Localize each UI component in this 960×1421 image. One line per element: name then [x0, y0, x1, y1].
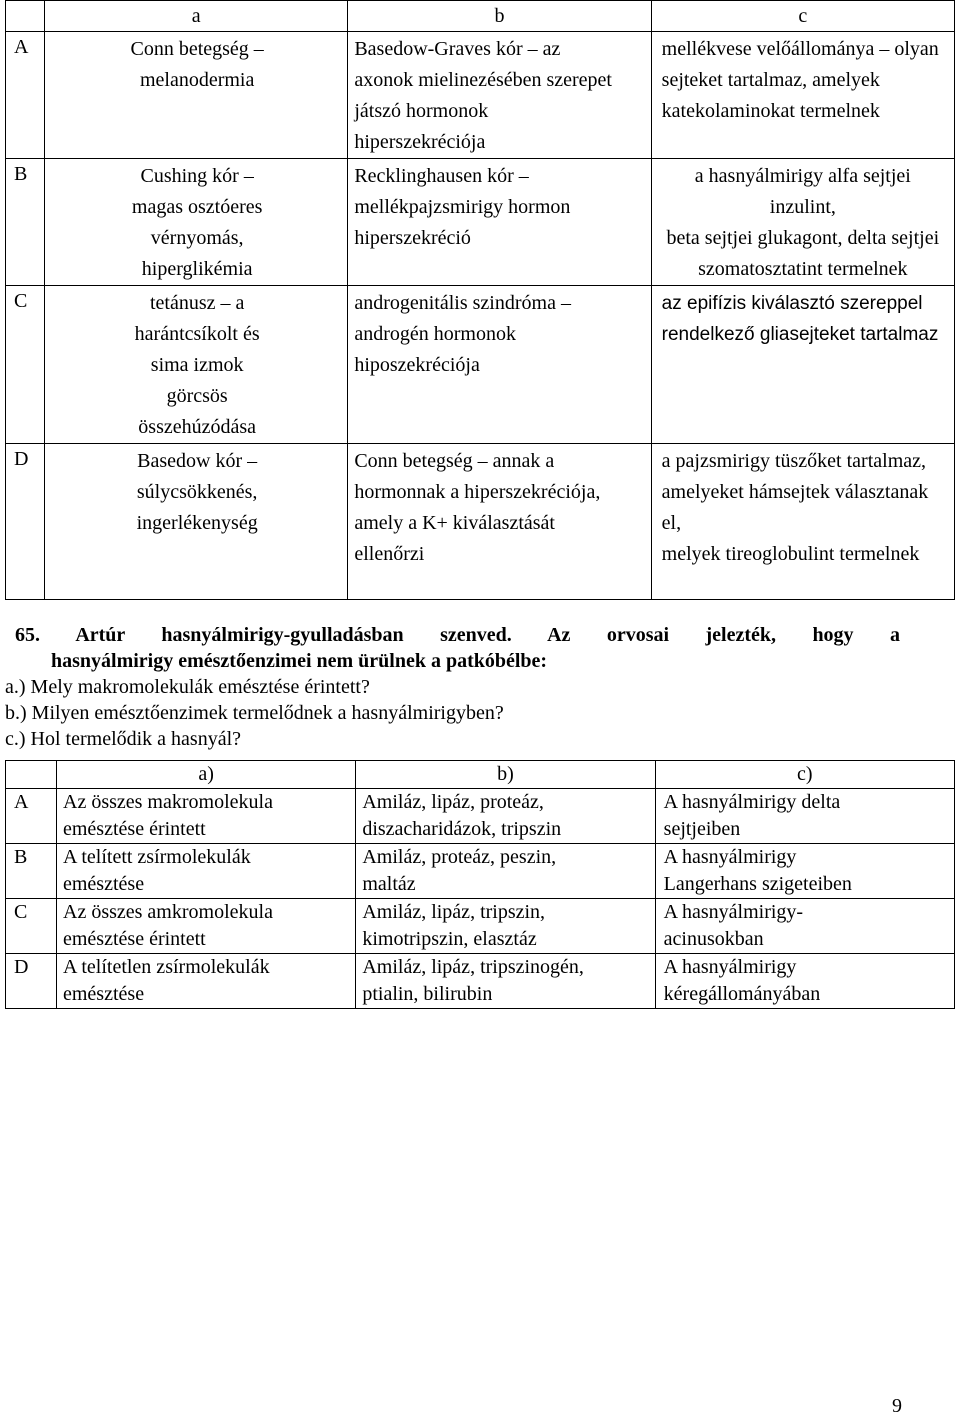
- row-letter: A: [6, 789, 57, 844]
- page-number: 9: [892, 1395, 902, 1417]
- cell-line: harántcsíkolt és: [134, 323, 260, 345]
- cell-line: kéregállományában: [663, 983, 821, 1005]
- table-header-row: [6, 1, 955, 32]
- cell-b: [356, 844, 655, 899]
- cell-line: mellékpajzsmirigy hormon: [354, 196, 571, 218]
- cell-c: [651, 159, 954, 286]
- cell-line: Basedow kór –: [137, 450, 258, 472]
- cell-line: szomatosztatint termelnek: [698, 258, 908, 280]
- cell-c: [651, 444, 954, 600]
- row-letter: B: [6, 159, 45, 286]
- header-cell-empty: [6, 1, 45, 32]
- cell-line: Conn betegség –: [130, 38, 264, 60]
- cell-line: amelyeket hámsejtek választanak el,: [661, 481, 929, 534]
- cell-line: játszó hormonok: [354, 100, 489, 122]
- cell-line: diszacharidázok, tripszin: [362, 818, 562, 840]
- cell-line: Basedow-Graves kór – az: [354, 38, 561, 60]
- cell-line: A telítetlen zsírmolekulák: [63, 956, 270, 978]
- cell-b: [348, 159, 651, 286]
- cell-b: [348, 286, 651, 444]
- cell-a: [45, 32, 348, 159]
- cell-line: Az összes makromolekula: [63, 791, 273, 813]
- question-65: [5, 622, 900, 752]
- cell-line: Amiláz, lipáz, tripszin,: [362, 901, 546, 923]
- cell-line: magas osztóeres: [131, 196, 263, 218]
- row-letter: C: [6, 899, 57, 954]
- cell-c: [651, 32, 954, 159]
- cell-line: Amiláz, lipáz, tripszinogén,: [362, 956, 584, 978]
- cell-line: tetánusz – a: [149, 292, 245, 314]
- cell-line: maltáz: [362, 873, 416, 895]
- header-cell-a: a): [57, 761, 356, 789]
- row-letter: D: [6, 954, 57, 1009]
- cell-a: [45, 286, 348, 444]
- header-cell-b: b): [356, 761, 655, 789]
- question-title-continued: hasnyálmirigy emésztőenzimei nem ürülnek a patkóbélbe:: [51, 650, 548, 672]
- cell-line: ingerlékenység: [136, 512, 258, 534]
- row-letter: A: [6, 32, 45, 159]
- table-header-row: [6, 761, 955, 789]
- matching-table-1: [5, 0, 955, 600]
- cell-b: [348, 32, 651, 159]
- cell-b: [348, 444, 651, 600]
- header-cell-empty: [6, 761, 57, 789]
- header-cell-a: a: [45, 1, 348, 32]
- cell-line: hormonnak a hiperszekréciója,: [354, 481, 601, 503]
- cell-line: A hasnyálmirigy delta: [663, 791, 841, 813]
- cell-line: az epifízis kiválasztó szereppel: [661, 293, 923, 314]
- cell-line: Amiláz, lipáz, proteáz,: [362, 791, 544, 813]
- cell-line: sejtjeiben: [663, 818, 741, 840]
- cell-c: [655, 844, 954, 899]
- cell-line: Amiláz, proteáz, peszin,: [362, 846, 557, 868]
- header-cell-c: c: [651, 1, 954, 32]
- cell-line: emésztése: [63, 983, 145, 1005]
- cell-line: sima izmok: [150, 354, 244, 376]
- cell-c: [655, 954, 954, 1009]
- row-letter: C: [6, 286, 45, 444]
- question-title: 65. Artúr hasnyálmirigy-gyulladásban szenved. Az orvosai jelezték, hogy a: [15, 624, 900, 646]
- cell-a: [57, 844, 356, 899]
- cell-line: Az összes amkromolekula: [63, 901, 273, 923]
- header-cell-c: c): [655, 761, 954, 789]
- cell-line: hiperglikémia: [141, 258, 253, 280]
- cell-line: beta sejtjei glukagont, delta sejtjei: [666, 227, 940, 249]
- cell-line: emésztése érintett: [63, 928, 206, 950]
- cell-line: Cushing kór –: [140, 165, 254, 187]
- cell-line: axonok mielinezésében szerepet: [354, 69, 612, 91]
- question-sub-c: c.) Hol termelődik a hasnyál?: [5, 728, 242, 750]
- table-row-D: [6, 954, 955, 1009]
- cell-line: Langerhans szigeteiben: [663, 873, 852, 895]
- cell-line: összehúzódása: [138, 416, 257, 438]
- header-cell-b: b: [348, 1, 651, 32]
- cell-a: [45, 159, 348, 286]
- cell-line: a hasnyálmirigy alfa sejtjei inzulint,: [694, 165, 911, 218]
- cell-line: rendelkező gliasejteket tartalmaz: [661, 324, 939, 345]
- cell-line: androgén hormonok: [354, 323, 516, 345]
- cell-line: vérnyomás,: [150, 227, 244, 249]
- cell-line: amely a K+ kiválasztását: [354, 512, 555, 534]
- table-row-A: [6, 789, 955, 844]
- cell-b: [356, 899, 655, 954]
- cell-line: emésztése érintett: [63, 818, 206, 840]
- answer-table-2: [5, 760, 955, 1009]
- cell-line: ellenőrzi: [354, 543, 425, 565]
- cell-c: [655, 899, 954, 954]
- cell-a: [57, 954, 356, 1009]
- cell-line: acinusokban: [663, 928, 764, 950]
- cell-line: Conn betegség – annak a: [354, 450, 555, 472]
- cell-b: [356, 954, 655, 1009]
- cell-c: [655, 789, 954, 844]
- cell-a: [57, 899, 356, 954]
- cell-line: katekolaminokat termelnek: [661, 100, 880, 122]
- cell-line: A hasnyálmirigy: [663, 956, 797, 978]
- cell-line: ptialin, bilirubin: [362, 983, 493, 1005]
- cell-line: súlycsökkenés,: [136, 481, 258, 503]
- cell-a: [45, 444, 348, 600]
- question-sub-a: a.) Mely makromolekulák emésztése érintett?: [5, 676, 370, 698]
- cell-a: [57, 789, 356, 844]
- table-row-A: [6, 32, 955, 159]
- cell-c: [651, 286, 954, 444]
- row-letter: D: [6, 444, 45, 600]
- cell-line: melanodermia: [139, 69, 255, 91]
- table-row-B: [6, 844, 955, 899]
- row-letter: B: [6, 844, 57, 899]
- cell-line: hiposzekréciója: [354, 354, 480, 376]
- cell-line: a pajzsmirigy tüszőket tartalmaz,: [661, 450, 927, 472]
- question-sub-b: b.) Milyen emésztőenzimek termelődnek a hasnyálmirigyben?: [5, 702, 504, 724]
- cell-line: androgenitális szindróma –: [354, 292, 571, 314]
- cell-line: kimotripszin, elasztáz: [362, 928, 537, 950]
- cell-line: görcsös: [166, 385, 228, 407]
- cell-line: A hasnyálmirigy: [663, 846, 797, 868]
- cell-line: emésztése: [63, 873, 145, 895]
- table-row-C: [6, 286, 955, 444]
- cell-line: A hasnyálmirigy-: [663, 901, 804, 923]
- cell-line: Recklinghausen kór –: [354, 165, 529, 187]
- table-row-C: [6, 899, 955, 954]
- table-row-B: [6, 159, 955, 286]
- cell-line: hiperszekréciója: [354, 131, 486, 153]
- cell-line: melyek tireoglobulint termelnek: [661, 543, 920, 565]
- cell-line: mellékvese velőállománya – olyan: [661, 38, 939, 60]
- table-row-D: [6, 444, 955, 600]
- cell-line: A telített zsírmolekulák: [63, 846, 251, 868]
- cell-line: hiperszekréció: [354, 227, 471, 249]
- cell-line: sejteket tartalmaz, amelyek: [661, 69, 880, 91]
- cell-b: [356, 789, 655, 844]
